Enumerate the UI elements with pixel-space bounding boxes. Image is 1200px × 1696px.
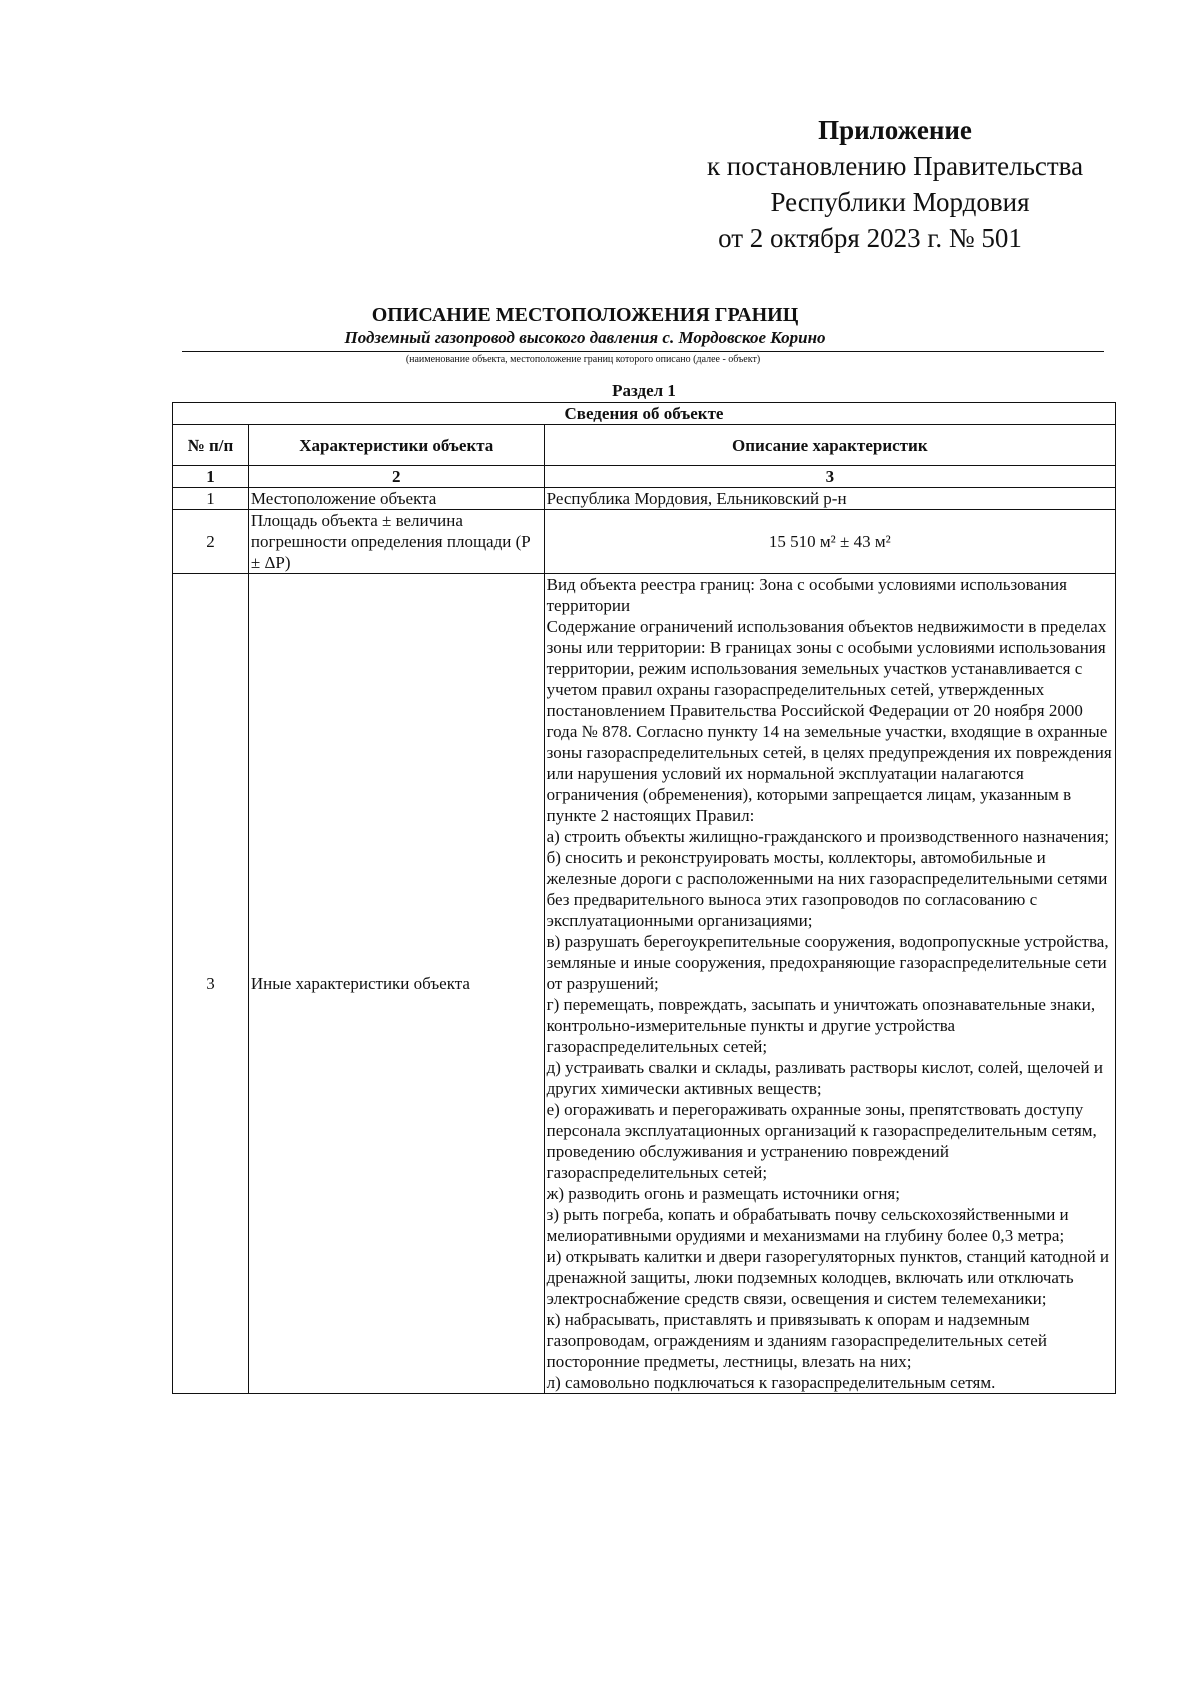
restriction-item: б) сносить и реконструировать мосты, коллекторы, автомобильные и железные дороги с расположенными на них газораспределительными сетями без предварительного выноса этих газопроводов по согласованию с эксплуатационными организациями; <box>546 848 1108 930</box>
document-title: ОПИСАНИЕ МЕСТОПОЛОЖЕНИЯ ГРАНИЦ <box>371 304 799 326</box>
appendix-title: Приложение <box>818 115 972 145</box>
restriction-item: е) огораживать и перегораживать охранные зоны, препятствовать доступу персонала эксплуатационных организаций к газораспределительным сетям, проведению обслуживания и устранению повреждений газораспределительных сетей; <box>546 1100 1097 1182</box>
restriction-item: г) перемещать, повреждать, засыпать и уничтожать опознавательные знаки, контрольно-измерительные пункты и другие устройства газораспределительных сетей; <box>546 995 1096 1056</box>
document-subtitle: Подземный газопровод высокого давления с. Мордовское Корино <box>344 328 826 347</box>
appendix-line-2: Республики Мордовия <box>770 187 1030 217</box>
table-title: Сведения об объекте <box>173 403 1116 425</box>
header-characteristic: Характеристики объекта <box>248 425 544 466</box>
table-row <box>173 510 1116 574</box>
appendix-line-1: к постановлению Правительства <box>706 151 1084 181</box>
appendix-line-3: от 2 октября 2023 г. № 501 <box>718 223 1022 253</box>
row-description <box>544 574 1115 1394</box>
row-number: 2 <box>173 510 249 574</box>
header-description: Описание характеристик <box>544 425 1115 466</box>
table-row <box>173 488 1116 510</box>
column-number-2: 2 <box>248 466 544 488</box>
row-description: Республика Мордовия, Ельниковский р-н <box>544 488 1115 510</box>
column-number-1: 1 <box>173 466 249 488</box>
restriction-item: а) строить объекты жилищно-гражданского и производственного назначения; <box>546 827 1109 846</box>
row-number: 3 <box>173 574 249 1394</box>
header-number: № п/п <box>173 425 249 466</box>
restriction-item: к) набрасывать, приставлять и привязывать к опорам и надземным газопроводам, ограждениям и зданиям газораспределительных сетей посторонние предметы, лестницы, влезать на них; <box>546 1310 1047 1371</box>
restriction-item: л) самовольно подключаться к газораспределительным сетям. <box>546 1373 996 1392</box>
restriction-item: д) устраивать свалки и склады, разливать растворы кислот, солей, щелочей и других химически активных веществ; <box>546 1058 1104 1098</box>
column-number-row <box>173 466 1116 488</box>
appendix-block <box>690 112 1130 256</box>
row-number: 1 <box>173 488 249 510</box>
restriction-item: з) рыть погреба, копать и обрабатывать почву сельскохозяйственными и мелиоративными орудиями и механизмами на глубину более 0,3 метра; <box>546 1205 1069 1245</box>
description-paragraph: Содержание ограничений использования объектов недвижимости в пределах зоны или территории: В границах зоны с особыми условиями использования территории, режим использования земельных участков устанавливается с учетом правил охраны газораспределительных сетей, утвержденных постановлением Правительства Российской Федерации от 20 ноября 2000 года № 878. Согласно пункту 14 на земельные участки, входящие в охранные зоны газораспределительных сетей, в целях предупреждения их повреждения или нарушения условий их нормальной эксплуатации налагаются ограничения (обременения), которыми запрещается лицам, указанным в пункте 2 настоящих Правил: <box>546 617 1112 825</box>
description-paragraph: Вид объекта реестра границ: Зона с особыми условиями использования территории <box>546 575 1067 615</box>
row-characteristic: Местоположение объекта <box>248 488 544 510</box>
row-description: 15 510 м² ± 43 м² <box>544 510 1115 574</box>
restriction-item: ж) разводить огонь и размещать источники огня; <box>546 1184 900 1203</box>
object-info-table <box>172 402 1116 1394</box>
underline-caption: (наименование объекта, местоположение границ которого описано (далее - объект) <box>405 354 761 365</box>
row-characteristic: Площадь объекта ± величина погрешности определения площади (P ± ΔP) <box>248 510 544 574</box>
column-number-3: 3 <box>544 466 1115 488</box>
section-label: Раздел 1 <box>612 381 676 400</box>
table-row <box>173 574 1116 1394</box>
row-characteristic: Иные характеристики объекта <box>248 574 544 1394</box>
title-underline <box>182 351 1104 352</box>
restriction-item: и) открывать калитки и двери газорегуляторных пунктов, станций катодной и дренажной защиты, люки подземных колодцев, включать или отключать электроснабжение средств связи, освещения и систем телемеханики; <box>546 1247 1110 1308</box>
restriction-item: в) разрушать берегоукрепительные сооружения, водопропускные устройства, земляные и иные сооружения, предохраняющие газораспределительные сети от разрушений; <box>546 932 1109 993</box>
